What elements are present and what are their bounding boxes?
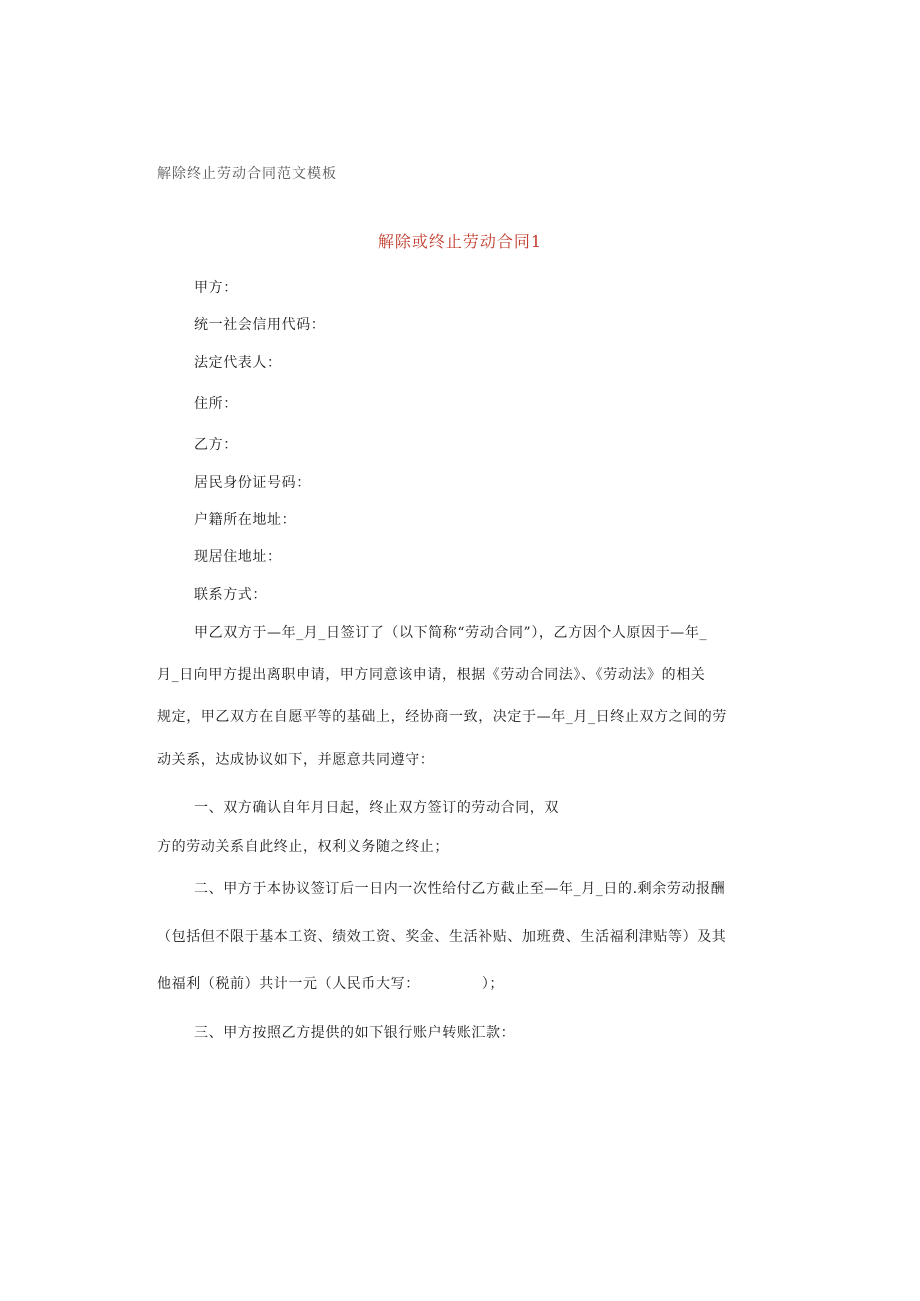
party-a-address-label: 住所：	[194, 396, 238, 412]
party-b-id-number-label: 居民身份证号码：	[194, 475, 311, 491]
preamble-line-2: 月_日向甲方提出离职申请，甲方同意该申请，根据《劳动合同法》、《劳动法》的相关	[157, 667, 706, 683]
clause-three-line: 三、甲方按照乙方提供的如下银行账户转账汇款：	[194, 1025, 516, 1041]
clause-two-line-3-end: ）；	[481, 976, 505, 992]
party-a-legal-rep-label: 法定代表人：	[194, 355, 282, 371]
clause-two-line-3	[157, 974, 504, 994]
clause-one-line-2: 方的劳动关系自此终止，权利义务随之终止；	[157, 839, 449, 855]
clause-two-line-3-start: 他福利（税前）共计一元（人民币大写：	[157, 976, 420, 992]
party-a-credit-code-label: 统一社会信用代码：	[194, 317, 326, 333]
preamble-line-4: 动关系，达成协议如下，并愿意共同遵守：	[157, 752, 435, 768]
party-b-label: 乙方：	[194, 437, 238, 453]
document-title: 解除或终止劳动合同1	[377, 232, 543, 251]
clause-two-line-2: （包括但不限于基本工资、绩效工资、奖金、生活补贴、加班费、生活福利津贴等）及其	[157, 929, 727, 945]
party-b-contact-label: 联系方式：	[194, 587, 267, 603]
preamble-line-1: 甲乙双方于—年_月_日签订了（以下简称“劳动合同”），乙方因个人原因于—年_	[194, 625, 708, 641]
clause-two-line-1: 二、甲方于本协议签订后一日内一次性给付乙方截止至—年_月_日的.剩余劳动报酬	[194, 881, 726, 897]
clause-one-line-1: 一、双方确认自年月日起，终止双方签订的劳动合同，双	[194, 800, 559, 816]
document-header-label: 解除终止劳动合同范文模板	[157, 166, 337, 182]
party-b-current-address-label: 现居住地址：	[194, 549, 282, 565]
preamble-line-3: 规定，甲乙双方在自愿平等的基础上，经协商一致，决定于—年_月_日终止双方之间的劳	[157, 709, 727, 725]
party-a-label: 甲方：	[194, 280, 238, 296]
party-b-household-address-label: 户籍所在地址：	[194, 512, 297, 528]
